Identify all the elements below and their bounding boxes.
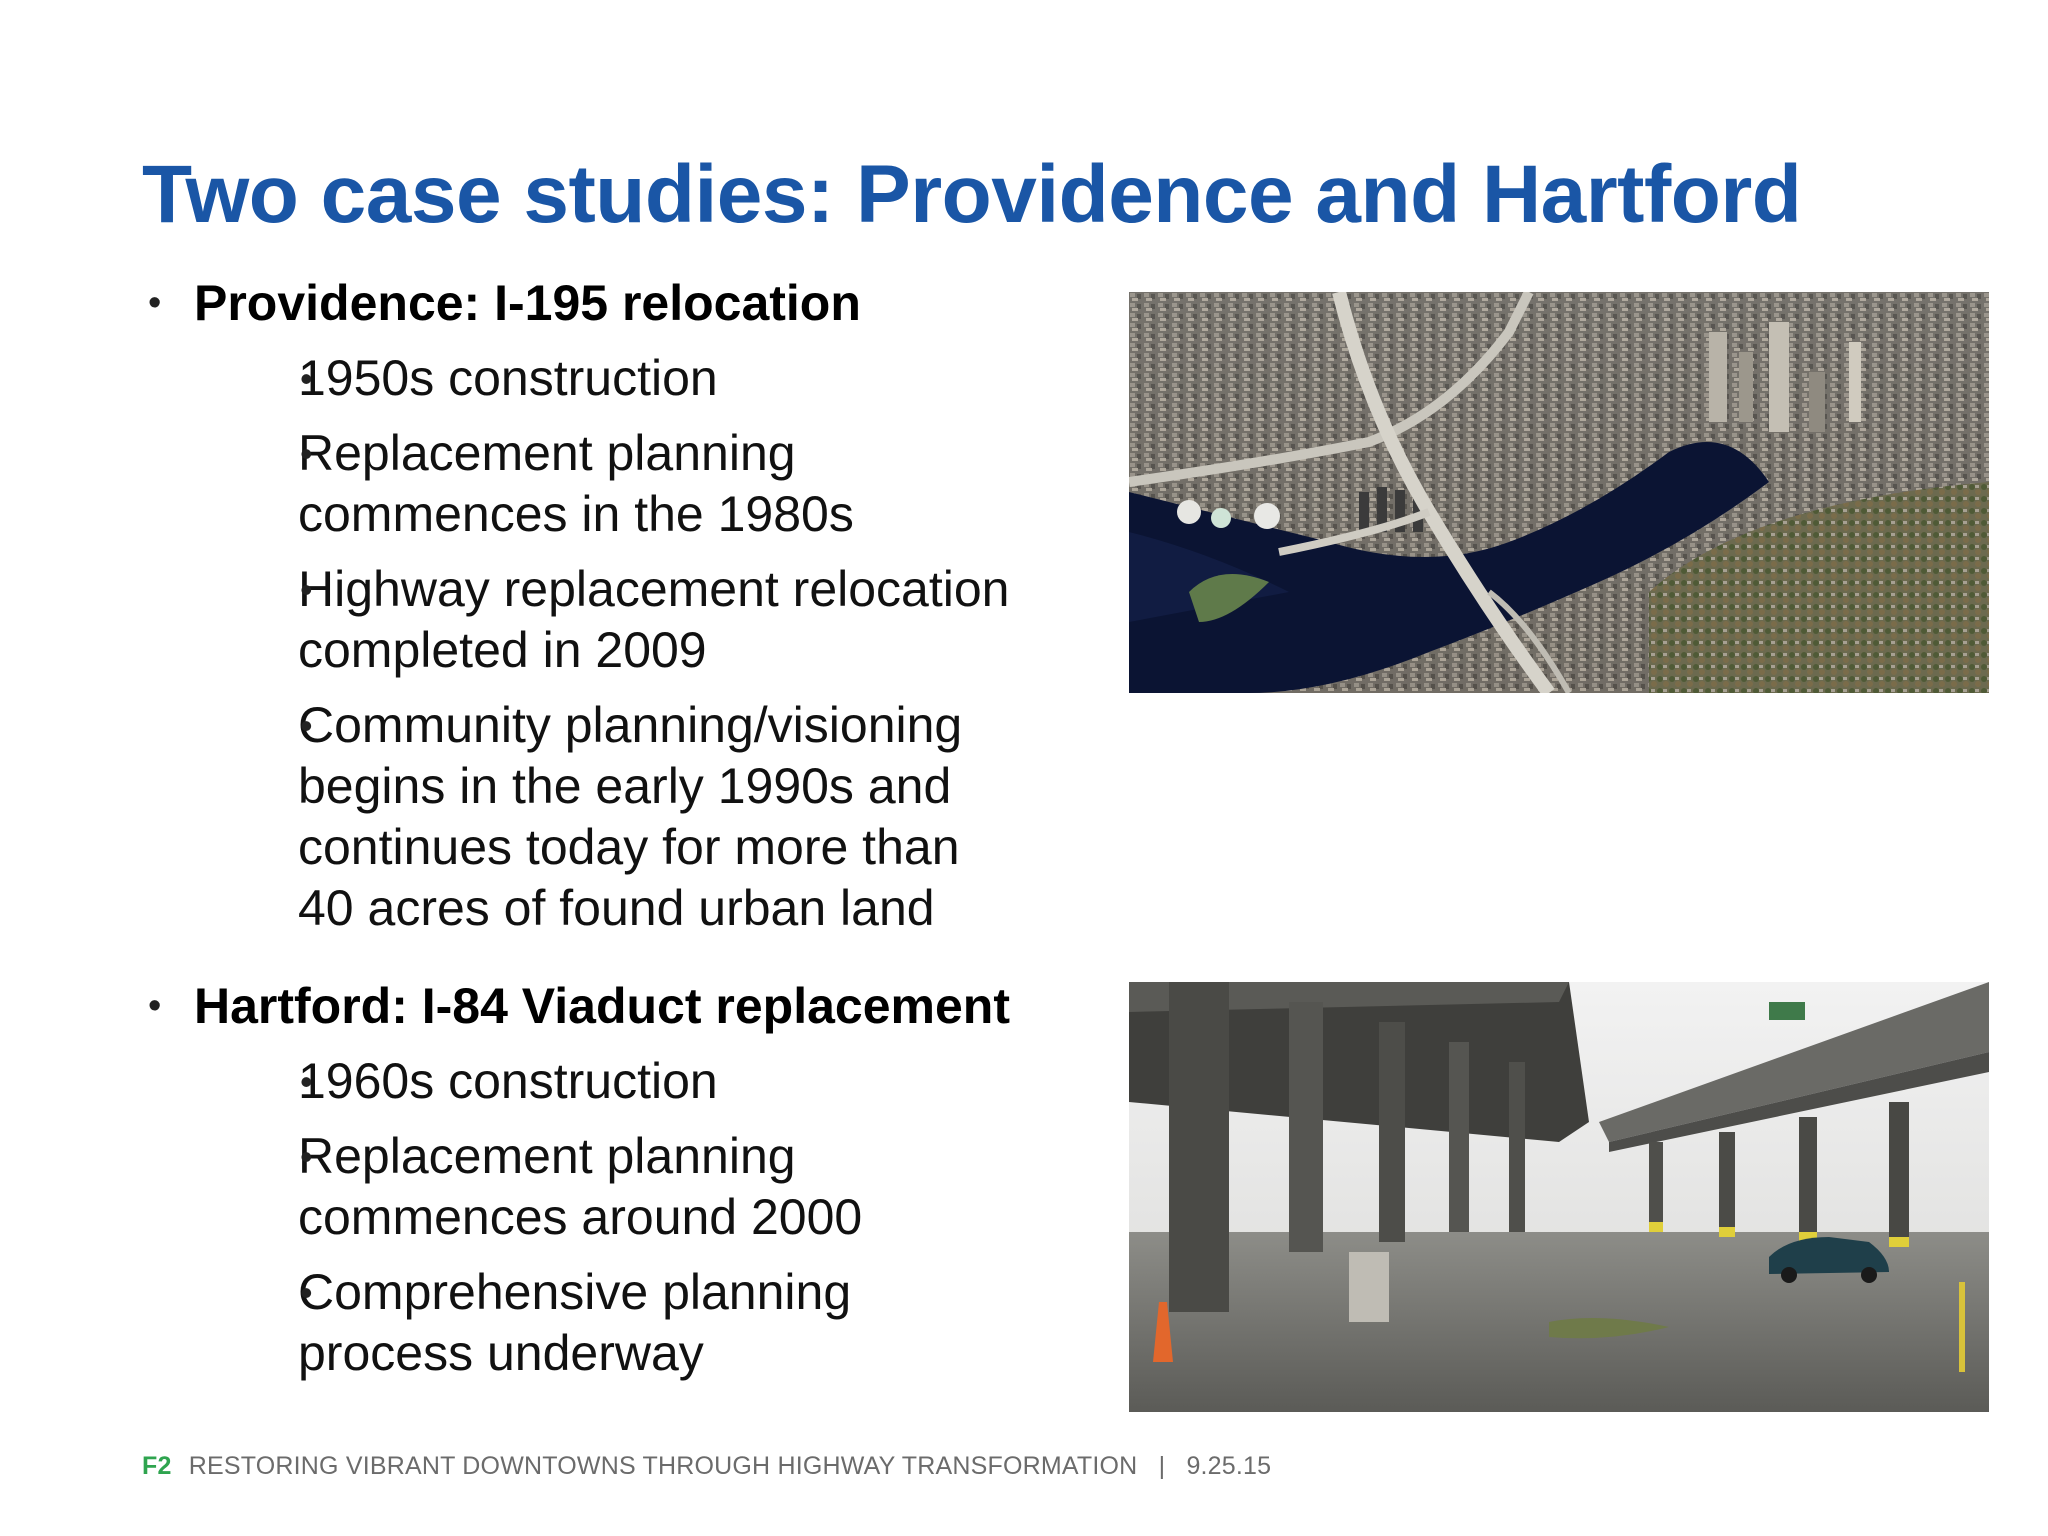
f2-logo: F2 [142,1452,172,1480]
hartford-viaduct-photo [1129,982,1989,1412]
list-item [194,559,1092,681]
hartford-sub-list [194,1051,1092,1384]
list-item [194,695,1092,939]
providence-heading-text: Providence: I-195 relocation [194,275,861,331]
list-item-line: • Replacement planning [298,425,796,481]
list-item-line: • 1960s construction [298,1053,718,1109]
hartford-viaduct-illustration [1129,982,1989,1412]
slide-title: Two case studies: Providence and Hartford [142,149,1802,240]
list-item-line: • Community planning/visioning [298,697,963,753]
footer-separator: | [1158,1452,1166,1480]
list-item-line: 40 acres of found urban land [298,880,935,936]
providence-bullet-list [142,272,1092,953]
list-item-line: • Replacement planning [298,1128,796,1184]
list-item-line: continues today for more than [298,819,960,875]
list-item-line: commences in the 1980s [298,486,854,542]
providence-heading [142,272,1092,939]
list-item [194,1262,1092,1384]
list-item [194,348,1092,409]
list-item-line: commences around 2000 [298,1189,863,1245]
list-item-line: completed in 2009 [298,622,707,678]
list-item-line: process underway [298,1325,704,1381]
list-item-line: • Comprehensive planning [298,1264,852,1320]
providence-sub-list [194,348,1092,939]
list-item [194,423,1092,545]
providence-aerial-photo [1129,292,1989,693]
hartford-heading [142,975,1092,1384]
list-item [194,1051,1092,1112]
list-item [194,1126,1092,1248]
list-item-line: begins in the early 1990s and [298,758,952,814]
hartford-bullet-list [142,975,1092,1398]
footer-presentation-title: RESTORING VIBRANT DOWNTOWNS THROUGH HIGHWAY TRANSFORMATION [188,1452,1138,1480]
footer-date: 9.25.15 [1186,1452,1272,1480]
slide-footer [142,1452,1271,1481]
providence-aerial-illustration [1129,292,1989,693]
list-item-line: • 1950s construction [298,350,718,406]
hartford-heading-text: Hartford: I-84 Viaduct replacement [194,978,1010,1034]
list-item-line: • Highway replacement relocation [298,561,1010,617]
